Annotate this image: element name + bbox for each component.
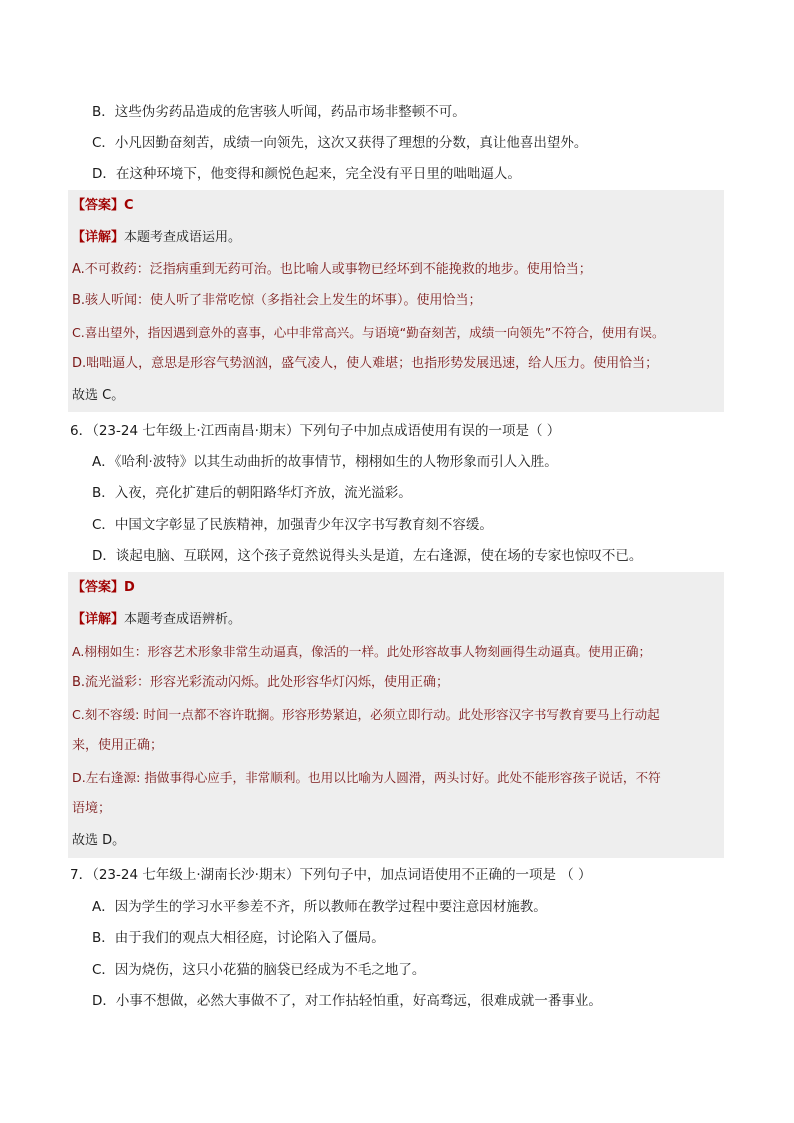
q5-answer-panel xyxy=(68,190,724,412)
q5-analysis-c: C.喜出望外，指因遇到意外的喜事，心中非常高兴。与语境“勤奋刻苦，成绩一向领先”不符合，使用有误。 xyxy=(72,325,665,340)
answer-value: D xyxy=(124,580,135,595)
q5-conclusion: 故选 C。 xyxy=(72,388,125,403)
q6-answer-panel xyxy=(68,572,724,858)
q6-detail-line xyxy=(72,611,241,629)
q7-option-c: C．因为烧伤，这只小花猫的脑袋已经成为不毛之地了。 xyxy=(92,962,426,978)
q6-analysis-c-1: C.刻不容缓: 时间一点都不容许耽搁。形容形势紧迫，必须立即行动。此处形容汉字书写教育要马上行动起 xyxy=(72,707,660,722)
q5-option-c: C．小凡因勤奋刻苦，成绩一向领先，这次又获得了理想的分数，真让他喜出望外。 xyxy=(92,135,588,151)
q5-option-d: D．在这种环境下，他变得和颜悦色起来，完全没有平日里的咄咄逼人。 xyxy=(92,166,521,182)
q7-option-a: A．因为学生的学习水平参差不齐，所以教师在教学过程中要注意因材施教。 xyxy=(92,899,547,915)
q6-analysis-c-2: 来，使用正确； xyxy=(72,738,164,753)
q5-option-b: B．这些伪劣药品造成的危害骇人听闻，药品市场非整顿不可。 xyxy=(92,104,466,120)
detail-tag: 【详解】 xyxy=(72,230,125,245)
q7-stem: 7．（23-24 七年级上·湖南长沙·期末）下列句子中，加点词语使用不正确的一项是 （ ） xyxy=(70,867,592,883)
q6-analysis-d-1: D.左右逢源: 指做事得心应手，非常顺利。也用以比喻为人圆滑，两头讨好。此处不能形容孩子说话，不符 xyxy=(72,770,661,785)
q6-option-d: D．谈起电脑、互联网，这个孩子竟然说得头头是道，左右逢源，使在场的专家也惊叹不已。 xyxy=(92,548,643,564)
q5-detail-line xyxy=(72,229,241,247)
detail-tag: 【详解】 xyxy=(72,612,125,627)
q6-option-a: A．《哈利·波特》以其生动曲折的故事情节，栩栩如生的人物形象而引人入胜。 xyxy=(92,454,558,470)
q6-option-c: C．中国文字彰显了民族精神，加强青少年汉字书写教育刻不容缓。 xyxy=(92,517,493,533)
q6-answer-line xyxy=(72,579,135,597)
detail-intro: 本题考查成语辨析。 xyxy=(124,612,242,627)
q6-conclusion: 故选 D。 xyxy=(72,833,126,848)
q7-option-b: B．由于我们的观点大相径庭，讨论陷入了僵局。 xyxy=(92,930,385,946)
q6-analysis-a: A.栩栩如生：形容艺术形象非常生动逼真，像活的一样。此处形容故事人物刻画得生动逼真。使用正确； xyxy=(72,644,652,659)
answer-tag: 【答案】 xyxy=(72,580,125,595)
answer-tag: 【答案】 xyxy=(72,198,125,213)
q6-stem: 6．（23-24 七年级上·江西南昌·期末）下列句子中加点成语使用有误的一项是（ ） xyxy=(70,423,561,439)
detail-intro: 本题考查成语运用。 xyxy=(124,230,242,245)
answer-value: C xyxy=(124,198,134,213)
q5-analysis-b: B.骇人听闻：使人听了非常吃惊（多指社会上发生的坏事）。使用恰当； xyxy=(72,293,482,308)
q5-answer-line xyxy=(72,197,134,215)
q5-analysis-d: D.咄咄逼人，意思是形容气势汹汹，盛气凌人，使人难堪；也指形势发展迅速，给人压力。使用恰当； xyxy=(72,356,659,371)
q6-option-b: B．入夜，亮化扩建后的朝阳路华灯齐放，流光溢彩。 xyxy=(92,485,412,501)
q6-analysis-d-2: 语境； xyxy=(72,801,112,816)
q5-analysis-a: A.不可救药：泛指病重到无药可治。也比喻人或事物已经坏到不能挽救的地步。使用恰当； xyxy=(72,262,592,277)
q6-analysis-b: B.流光溢彩：形容光彩流动闪烁。此处形容华灯闪烁，使用正确； xyxy=(72,675,450,690)
q7-option-d: D．小事不想做，必然大事做不了，对工作拈轻怕重，好高骛远，很难成就一番事业。 xyxy=(92,993,602,1009)
